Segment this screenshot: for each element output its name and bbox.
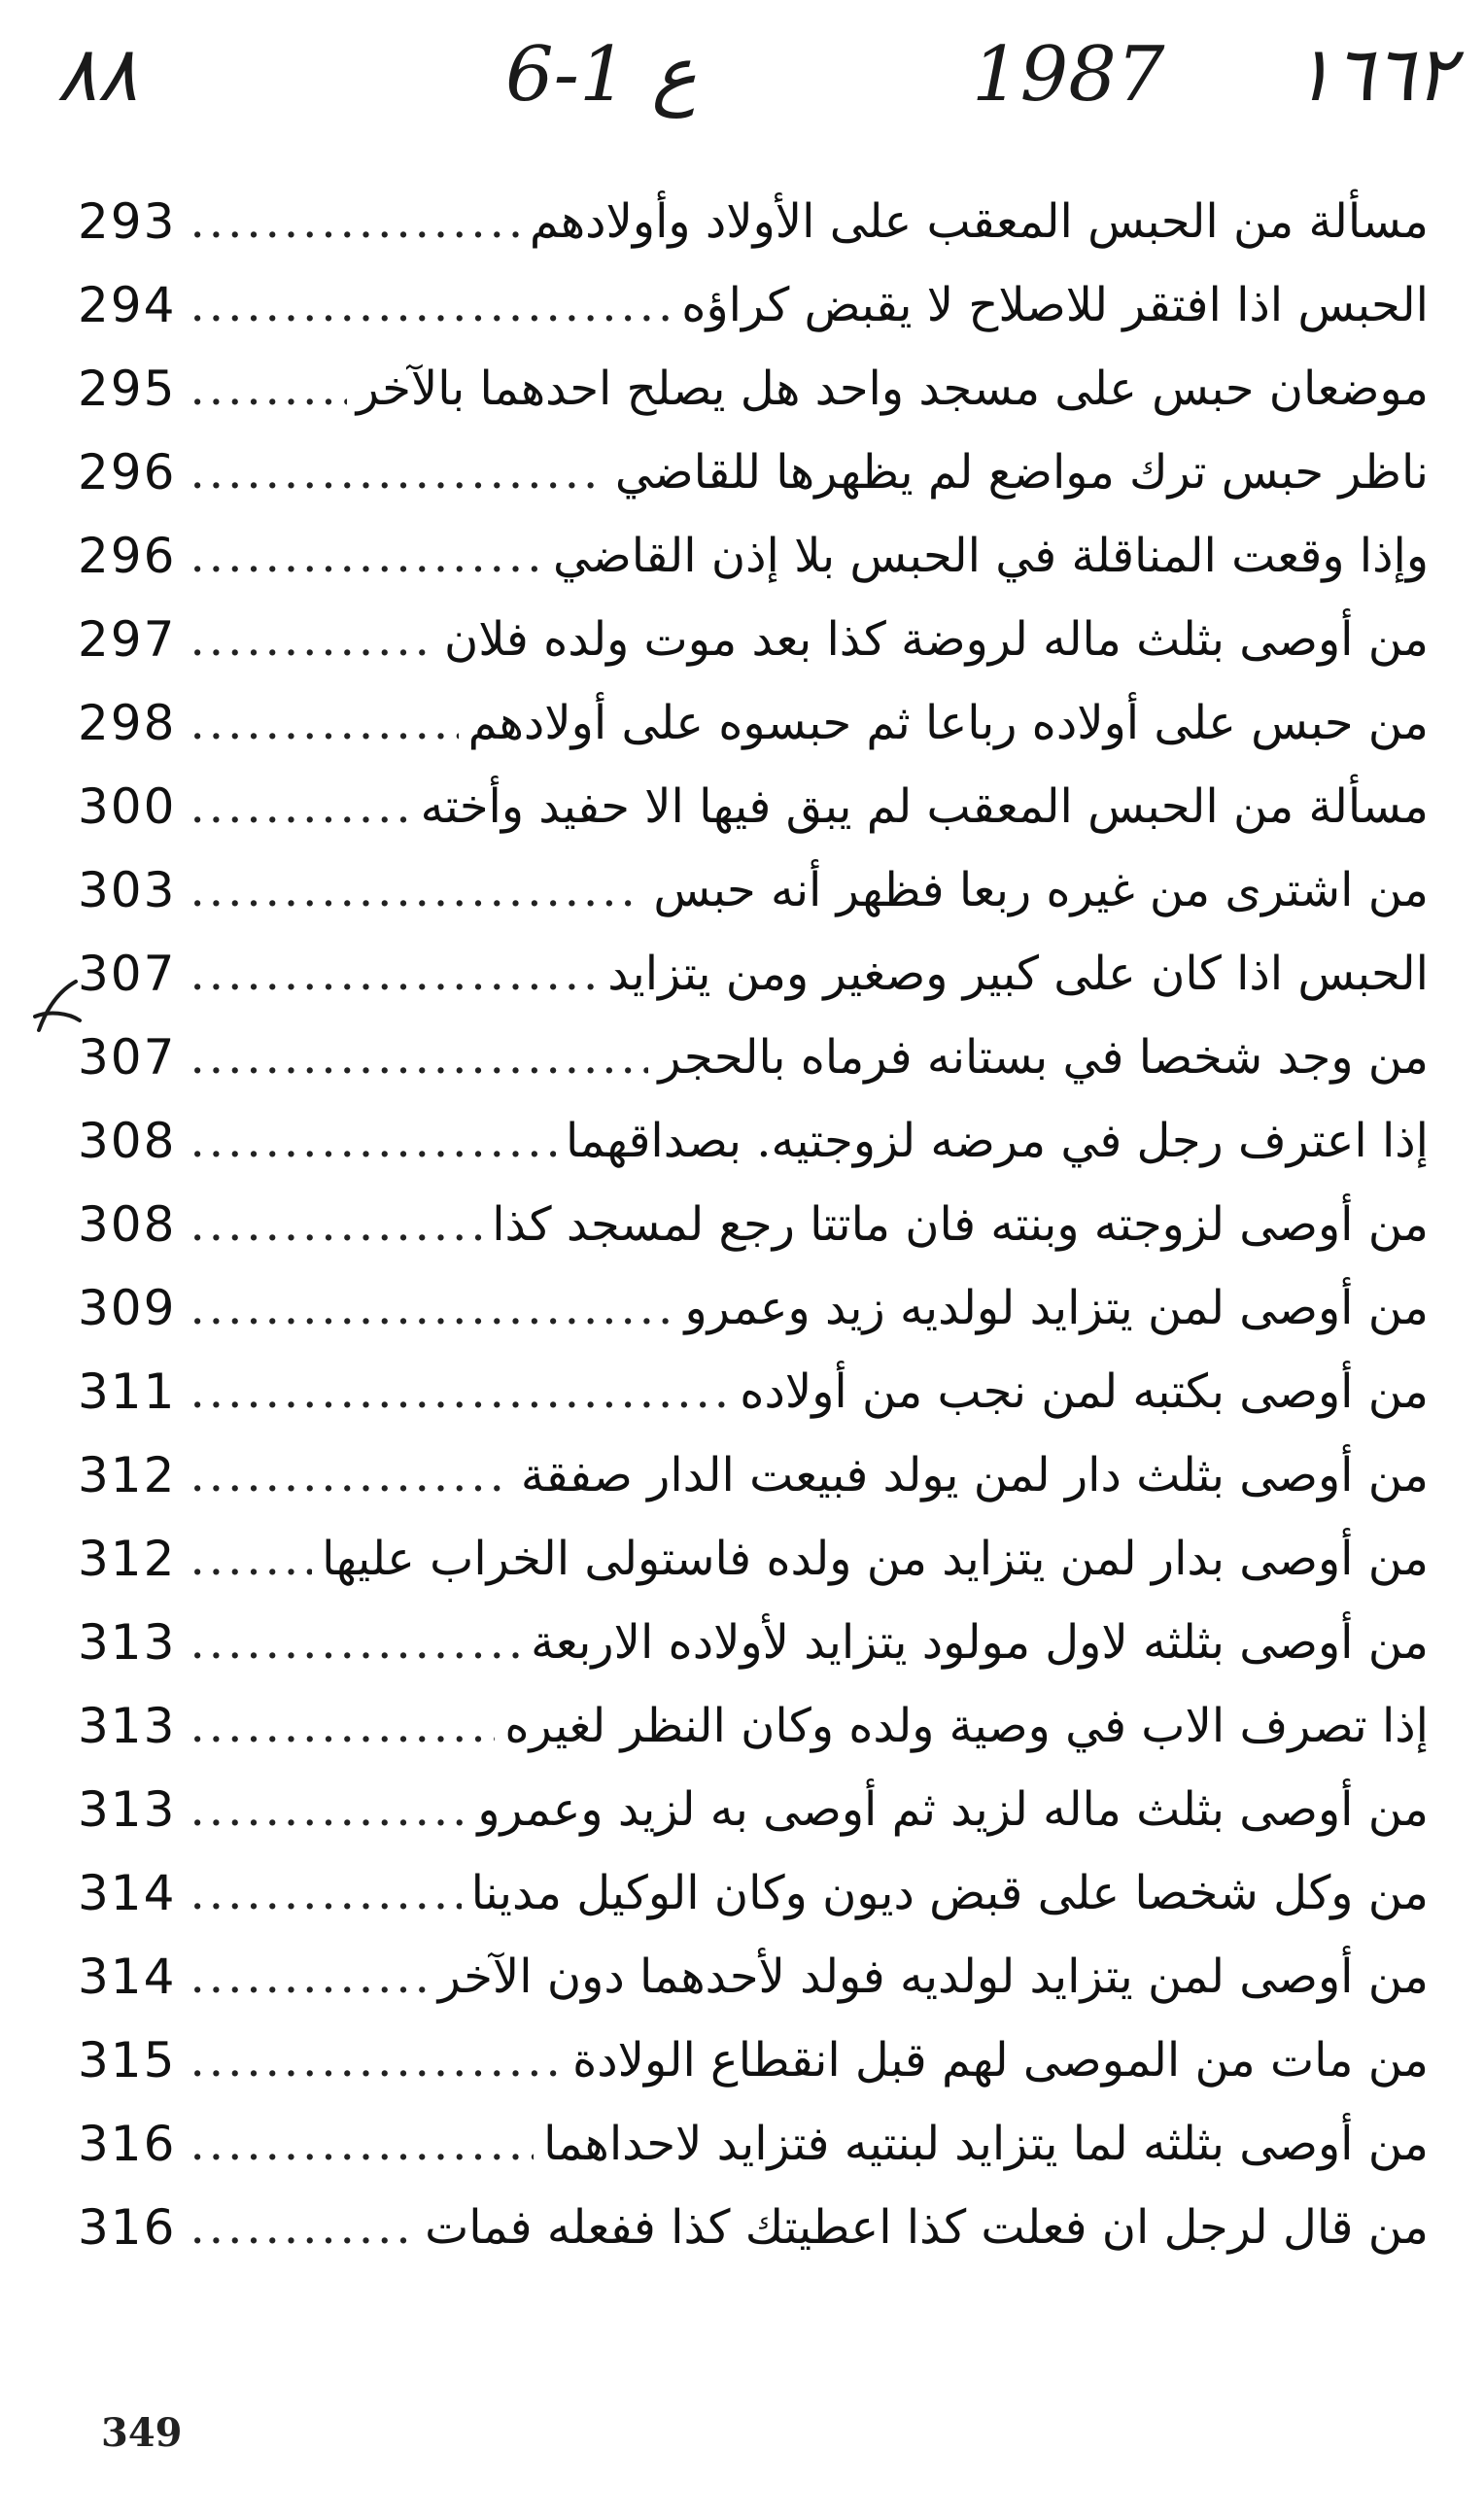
toc-entry <box>78 1851 1429 1935</box>
entry-page-number: 308 <box>78 1099 184 1183</box>
entry-title: إذا اعترف رجل في مرضه لزوجتيه. بصداقهما <box>556 1099 1429 1183</box>
entry-page-number: 316 <box>78 2186 184 2269</box>
toc-entry <box>78 347 1429 431</box>
entry-page-number: 313 <box>78 1768 184 1851</box>
entry-title: إذا تصرف الاب في وصية ولده وكان النظر لغيره <box>495 1684 1429 1768</box>
entry-title: من اشترى من غيره ربعا فظهر أنه حبس <box>643 848 1429 932</box>
entry-page-number: 314 <box>78 1851 184 1935</box>
entry-page-number: 315 <box>78 2019 184 2102</box>
toc-entry <box>78 2019 1429 2102</box>
entry-page-number: 300 <box>78 765 184 848</box>
toc-entry <box>78 1768 1429 1851</box>
entry-page-number: 316 <box>78 2102 184 2186</box>
entry-page-number: 312 <box>78 1433 184 1517</box>
entry-title: من أوصى لمن يتزايد لولديه فولد لأحدهما دون الآخر <box>429 1935 1429 2019</box>
entry-title: من أوصى بكتبه لمن نجب من أولاده <box>730 1350 1429 1433</box>
entry-page-number: 313 <box>78 1601 184 1684</box>
entry-page-number: 311 <box>78 1350 184 1433</box>
entry-title: مسألة من الحبس المعقب على الأولاد وأولادهم <box>520 180 1429 263</box>
entry-title: الحبس اذا كان على كبير وصغير ومن يتزايد <box>598 932 1429 1016</box>
toc-entry <box>78 1350 1429 1433</box>
toc-entry <box>78 1601 1429 1684</box>
entry-page-number: 309 <box>78 1266 184 1350</box>
entry-title: من أوصى بثلث ماله لزيد ثم أوصى به لزيد وعمرو <box>467 1768 1429 1851</box>
entry-page-number: 296 <box>78 514 184 598</box>
entry-title: من مات من الموصى لهم قبل انقطاع الولادة <box>563 2019 1429 2102</box>
entry-page-number: 298 <box>78 681 184 765</box>
entry-page-number: 308 <box>78 1183 184 1266</box>
toc-entry <box>78 2102 1429 2186</box>
entry-title: الحبس اذا افتقر للاصلاح لا يقبض كراؤه <box>672 263 1429 347</box>
toc-entry <box>78 598 1429 681</box>
toc-entry <box>78 681 1429 765</box>
page-number: 349 <box>101 2410 183 2456</box>
toc-entry <box>78 431 1429 514</box>
toc-entry <box>78 1433 1429 1517</box>
toc-entry <box>78 1517 1429 1601</box>
toc-entry <box>78 1099 1429 1183</box>
entry-page-number: 303 <box>78 848 184 932</box>
entry-title: من أوصى لزوجته وبنته فان ماتتا رجع لمسجد كذا <box>482 1183 1429 1266</box>
entry-title: من حبس على أولاده رباعا ثم حبسوه على أولادهم <box>459 681 1429 765</box>
toc-entry <box>78 1684 1429 1768</box>
entry-page-number: 297 <box>78 598 184 681</box>
toc-entry <box>78 2186 1429 2269</box>
entry-page-number: 312 <box>78 1517 184 1601</box>
toc-entry <box>78 1935 1429 2019</box>
entry-title: موضعان حبس على مسجد واحد هل يصلح احدهما بالآخر <box>347 347 1429 431</box>
entry-title: ناظر حبس ترك مواضع لم يظهرها للقاضي <box>605 431 1429 514</box>
toc-entry <box>78 765 1429 848</box>
entry-title: من أوصى بثلث ماله لروضة كذا بعد موت ولده فلان <box>434 598 1429 681</box>
handwritten-year: 1987 <box>972 31 1165 119</box>
entry-page-number: 307 <box>78 1016 184 1099</box>
entry-page-number: 295 <box>78 347 184 431</box>
entry-title: من أوصى لمن يتزايد لولديه زيد وعمرو <box>674 1266 1429 1350</box>
entry-title: من أوصى بثلثه لاول مولود يتزايد لأولاده الاربعة <box>521 1601 1429 1684</box>
toc-entry <box>78 180 1429 263</box>
entry-page-number: 293 <box>78 180 184 263</box>
entry-page-number: 313 <box>78 1684 184 1768</box>
entry-page-number: 314 <box>78 1935 184 2019</box>
toc-entry <box>78 1183 1429 1266</box>
handwritten-code: ع 1-6 <box>505 31 697 119</box>
toc-entry <box>78 514 1429 598</box>
entry-page-number: 307 <box>78 932 184 1016</box>
toc-entry <box>78 1016 1429 1099</box>
toc-entry <box>78 1266 1429 1350</box>
entry-page-number: 294 <box>78 263 184 347</box>
entry-title: من أوصى بثلثه لما يتزايد لبنتيه فتزايد لاحداهما <box>534 2102 1429 2186</box>
handwritten-number-right: ١٦٦٢ <box>1293 31 1456 119</box>
entry-title: من قال لرجل ان فعلت كذا اعطيتك كذا ففعله فمات <box>415 2186 1429 2269</box>
handwritten-margin-mark-icon <box>29 972 87 1040</box>
entry-page-number: 296 <box>78 431 184 514</box>
toc-entry <box>78 848 1429 932</box>
toc-entry <box>78 263 1429 347</box>
toc-entry <box>78 932 1429 1016</box>
entry-title: من أوصى بدار لمن يتزايد من ولده فاستولى الخراب عليها <box>312 1517 1429 1601</box>
entry-title: وإذا وقعت المناقلة في الحبس بلا إذن القاضي <box>543 514 1429 598</box>
entry-title: من أوصى بثلث دار لمن يولد فبيعت الدار صفقة <box>511 1433 1429 1517</box>
entry-title: من وكل شخصا على قبض ديون وكان الوكيل مدينا <box>462 1851 1429 1935</box>
entry-title: مسألة من الحبس المعقب لم يبق فيها الا حفيد وأخته <box>411 765 1429 848</box>
handwritten-number-left: ٨٨ <box>56 31 138 119</box>
entry-title: من وجد شخصا في بستانه فرماه بالحجر <box>648 1016 1429 1099</box>
